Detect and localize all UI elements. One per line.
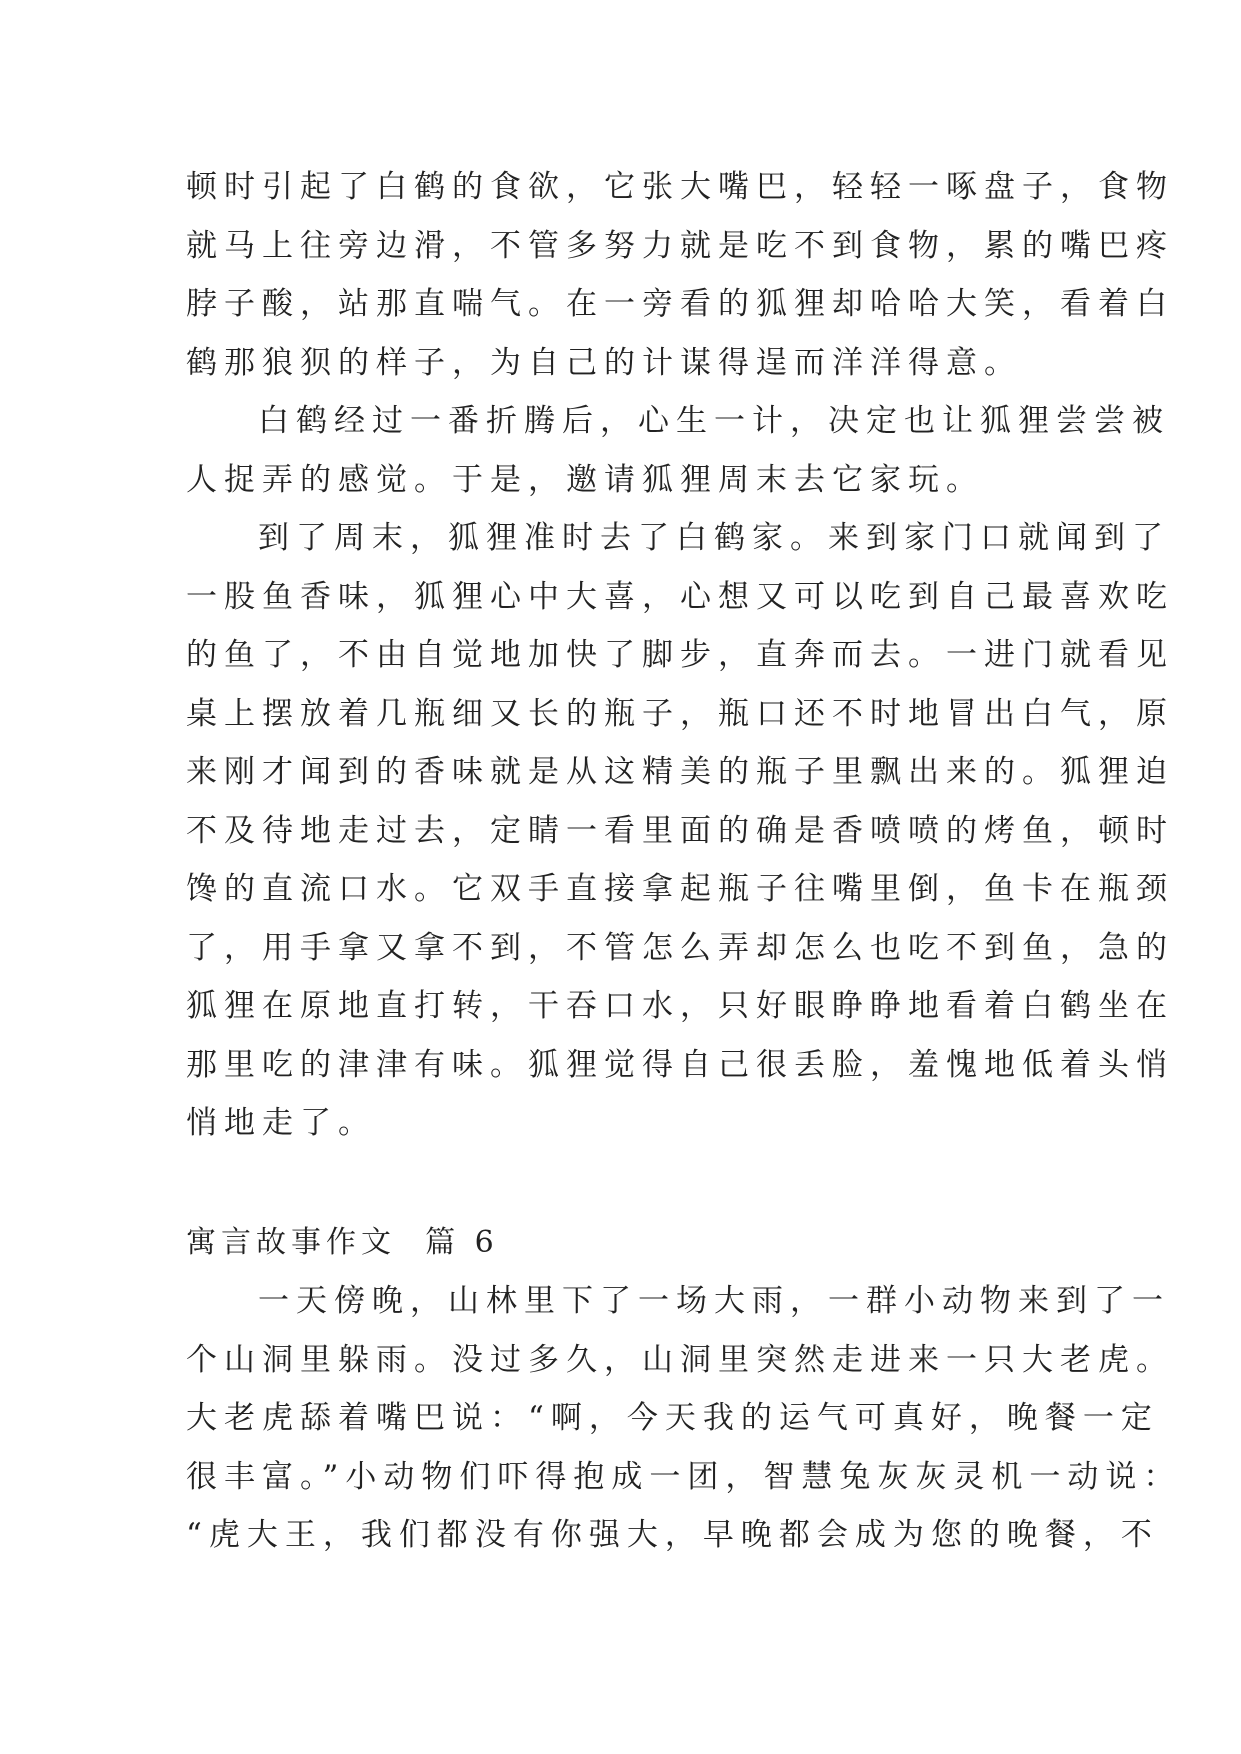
paragraph-tiger-story bbox=[186, 1272, 1182, 1565]
text-line: 来刚才闻到的香味就是从这精美的瓶子里飘出来的。狐狸迫 bbox=[186, 754, 1174, 790]
paragraph-crane-plan bbox=[186, 392, 1170, 509]
paragraph-fox-visit bbox=[186, 509, 1174, 1153]
text-line: 不及待地走过去，定睛一看里面的确是香喷喷的烤鱼，顿时 bbox=[186, 812, 1174, 849]
text-line: 脖子酸，站那直喘气。在一旁看的狐狸却哈哈大笑，看着白 bbox=[186, 286, 1174, 322]
text-line: 悄地走了。 bbox=[186, 1105, 376, 1141]
text-line: 个山洞里躲雨。没过多久，山洞里突然走进来一只大老虎。 bbox=[186, 1341, 1174, 1378]
text-line: 一天傍晚，山林里下了一场大雨，一群小动物来到了一 bbox=[258, 1283, 1170, 1319]
text-line: “虎大王，我们都没有你强大，早晚都会成为您的晚餐，不 bbox=[186, 1517, 1159, 1553]
text-line: 的鱼了，不由自觉地加快了脚步，直奔而去。一进门就看见 bbox=[186, 637, 1174, 673]
document-page bbox=[186, 158, 1182, 1565]
section-heading: 寓言故事作文 篇 6 bbox=[186, 1224, 499, 1260]
text-line: 馋的直流口水。它双手直接拿起瓶子往嘴里倒，鱼卡在瓶颈 bbox=[186, 871, 1174, 907]
text-line: 白鹤经过一番折腾后，心生一计，决定也让狐狸尝尝被 bbox=[258, 403, 1170, 439]
text-line: 很丰富。”小动物们吓得抱成一团，智慧兔灰灰灵机一动说： bbox=[186, 1458, 1182, 1495]
text-line: 了，用手拿又拿不到，不管怎么弄却怎么也吃不到鱼，急的 bbox=[186, 929, 1174, 966]
text-line: 就马上往旁边滑，不管多努力就是吃不到食物，累的嘴巴疼 bbox=[186, 227, 1174, 264]
text-line: 桌上摆放着几瓶细又长的瓶子，瓶口还不时地冒出白气，原 bbox=[186, 695, 1174, 732]
text-line: 大老虎舔着嘴巴说：“啊，今天我的运气可真好，晚餐一定 bbox=[186, 1400, 1159, 1436]
paragraph-story-continuation bbox=[186, 158, 1174, 392]
text-line: 那里吃的津津有味。狐狸觉得自己很丢脸，羞愧地低着头悄 bbox=[186, 1046, 1174, 1083]
text-line: 顿时引起了白鹤的食欲，它张大嘴巴，轻轻一啄盘子，食物 bbox=[186, 169, 1174, 205]
text-line: 到了周末，狐狸准时去了白鹤家。来到家门口就闻到了 bbox=[258, 520, 1170, 556]
text-line: 一股鱼香味，狐狸心中大喜，心想又可以吃到自己最喜欢吃 bbox=[186, 578, 1174, 615]
text-line: 鹤那狼狈的样子，为自己的计谋得逞而洋洋得意。 bbox=[186, 344, 1022, 381]
text-line: 狐狸在原地直打转，干吞口水，只好眼睁睁地看着白鹤坐在 bbox=[186, 988, 1174, 1024]
text-line: 人捉弄的感觉。于是，邀请狐狸周末去它家玩。 bbox=[186, 461, 984, 498]
